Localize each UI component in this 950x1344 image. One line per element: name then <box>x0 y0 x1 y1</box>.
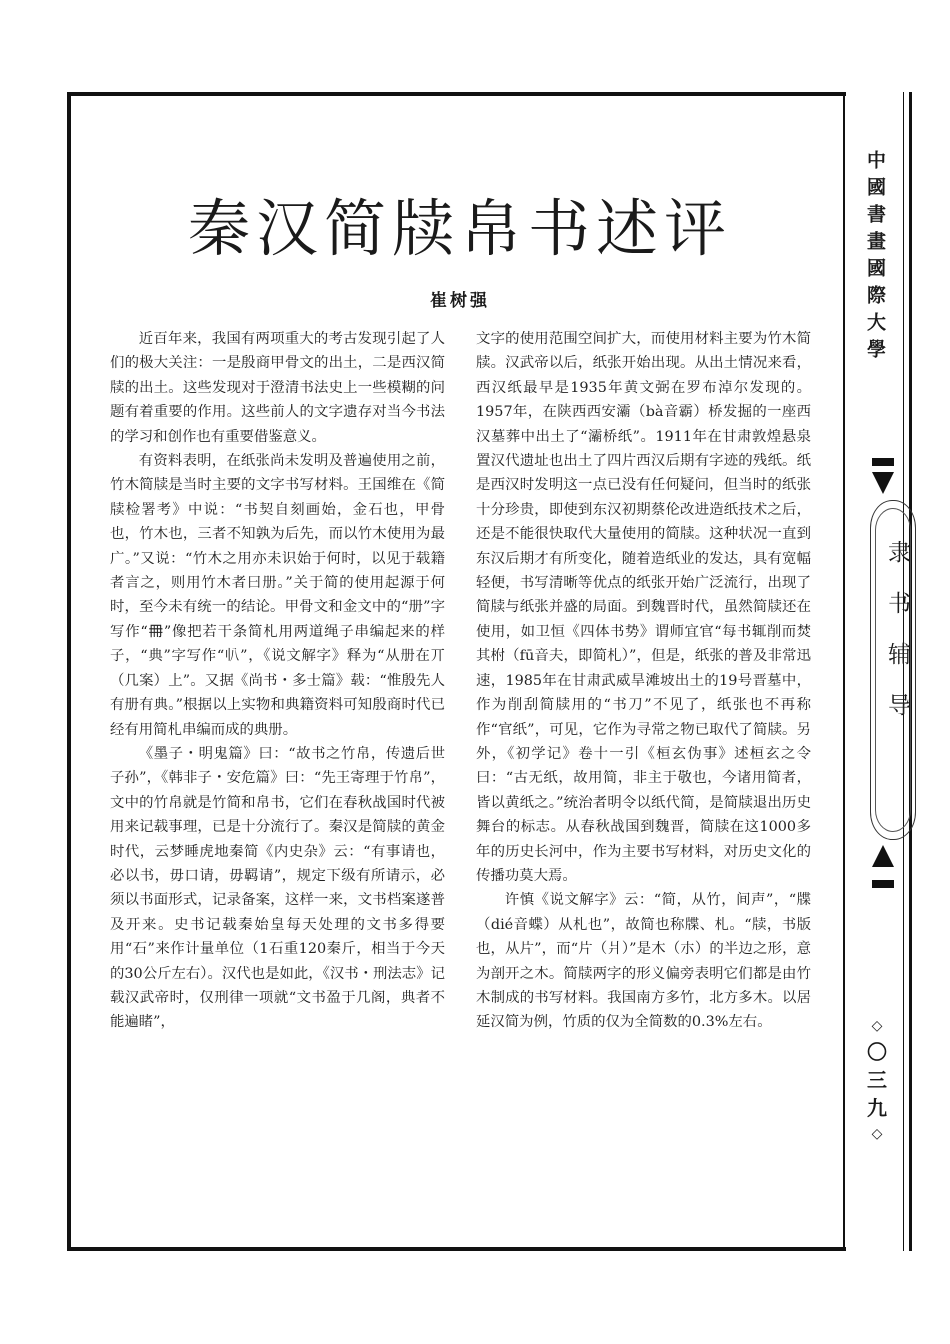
page-number <box>862 1038 892 1122</box>
paragraph: 《墨子・明鬼篇》曰：“故书之竹帛，传遗后世子孙”，《韩非子・安危篇》曰：“先王寄理于竹帛”，文中的竹帛就是竹简和帛书，它们在春秋战国时代被用来记载事理，已是十分流行了。秦汉是简牍的黄金时代，云梦睡虎地秦简《内史杂》云：“有事请也，必以书，毋口请，毋羁请”，规定下级有所请示，必须以书面形式，记录备案，这样一来，文书档案遂普及开来。史书记载秦始皇每天处理的文书多得要用“石”来作计量单位（1石重120秦斤，相当于今天的30公斤左右）。汉代也是如此，《汉书・刑法志》记载汉武帝时，仅刑律一项就“文书盈于几阁，典者不能遍睹”， <box>110 745 445 1031</box>
page-number-digit: 〇 <box>867 1040 887 1064</box>
diamond-icon: ◇ <box>871 1018 883 1034</box>
body-column-left <box>110 327 445 1035</box>
paragraph: 文字的使用范围空间扩大，而使用材料主要为竹木简牍。汉武帝以后，纸张开始出现。从出土情况来看，西汉纸最早是1935年黄文弼在罗布淖尔发现的。1957年，在陕西西安灞（bà音霸）桥发掘的一座西汉墓葬中出土了“灞桥纸”。1911年在甘肃敦煌悬泉置汉代遗址也出土了四片西汉后期有字迹的残纸。纸是西汉时发明这一点已没有任何疑问，但当时的纸张十分珍贵，即使到东汉初期蔡伦改进造纸技术之后，还是不能很快取代大量使用的简牍。这种状况一直到东汉后期才有所变化，随着造纸业的发达，具有宽幅轻便，书写清晰等优点的纸张开始广泛流行，出现了简牍与纸张并盛的局面。到魏晋时代，虽然简牍还在使用，如卫恒《四体书势》谓师宜官“每书辄削而焚其柎（fū音夫，即简札）”，但是，纸张的普及非常迅速，1985年在甘肃武威旱滩坡出土的19号晋墓中，作为削刮简牍用的“书刀”不见了，纸张也不再称作“官纸”，可见，它作为寻常之物已取代了简牍。另外，《初学记》卷十一引《桓玄伪事》述桓玄之令曰：“古无纸，故用简，非主于敬也，今诸用简者，皆以黄纸之。”统治者明令以纸代简，是简牍退出历史舞台的标志。从春秋战国到魏晋，简牍在这1000多年的历史长河中，作为主要书写材料，对历史文化的传播功莫大焉。 <box>476 331 811 884</box>
page-number-digit: 九 <box>867 1096 887 1120</box>
section-name: 隶书辅导 <box>884 540 910 744</box>
ornament-triangle-top <box>872 472 894 494</box>
frame-right-rule <box>843 92 845 1251</box>
page-number-digit: 三 <box>867 1068 887 1092</box>
paragraph: 有资料表明，在纸张尚未发明及普遍使用之前，竹木简牍是当时主要的文字书写材料。王国维在《简牍检署考》中说：“书契自刻画始，金石也，甲骨也，竹木也，三者不知孰为后先，而以竹木使用为最广。”又说：“竹木之用亦未识始于何时，以见于载籍者言之，则用竹木者曰册。”关于简的使用起源于何时，至今未有统一的结论。甲骨文和金文中的“册”字写作“𠕋”像把若干条简札用两道绳子串编起来的样子，“典”字写作“𠔂”，《说文解字》释为“从册在丌（几案）上”。又据《尚书・多士篇》载：“惟殷先人有册有典。”根据以上实物和典籍资料可知殷商时代已经有用简札串编而成的典册。 <box>110 453 445 738</box>
page-number-block <box>862 1014 892 1146</box>
ornament-bar-top <box>872 458 894 466</box>
article-title: 秦汉简牍帛书述评 <box>187 192 732 265</box>
ornament-triangle-bottom <box>872 845 894 867</box>
diamond-icon: ◇ <box>871 1126 883 1142</box>
journal-name: 中國書畫國際大學 <box>864 150 886 366</box>
ornament-bar-bottom <box>872 880 894 888</box>
body-column-right <box>476 327 811 1035</box>
paragraph: 许慎《说文解字》云：“简，从竹，间声”，“牒（dié音蝶）从札也”，故简也称牒、札。“牍，书版也，从片”，而“片（爿）”是木（朩）的半边之形，意为剖开之木。简牍两字的形义偏旁表明它们都是由竹木制成的书写材料。我国南方多竹，北方多木。以居延汉简为例，竹质的仅为全简数的0.3%左右。 <box>476 892 811 1031</box>
paragraph: 近百年来，我国有两项重大的考古发现引起了人们的极大关注：一是殷商甲骨文的出土，二是西汉简牍的出土。这些发现对于澄清书法史上一些模糊的问题有着重要的作用。这些前人的文字遗存对当今书法的学习和创作也有重要借鉴意义。 <box>110 331 445 445</box>
article-author: 崔树强 <box>430 291 490 311</box>
